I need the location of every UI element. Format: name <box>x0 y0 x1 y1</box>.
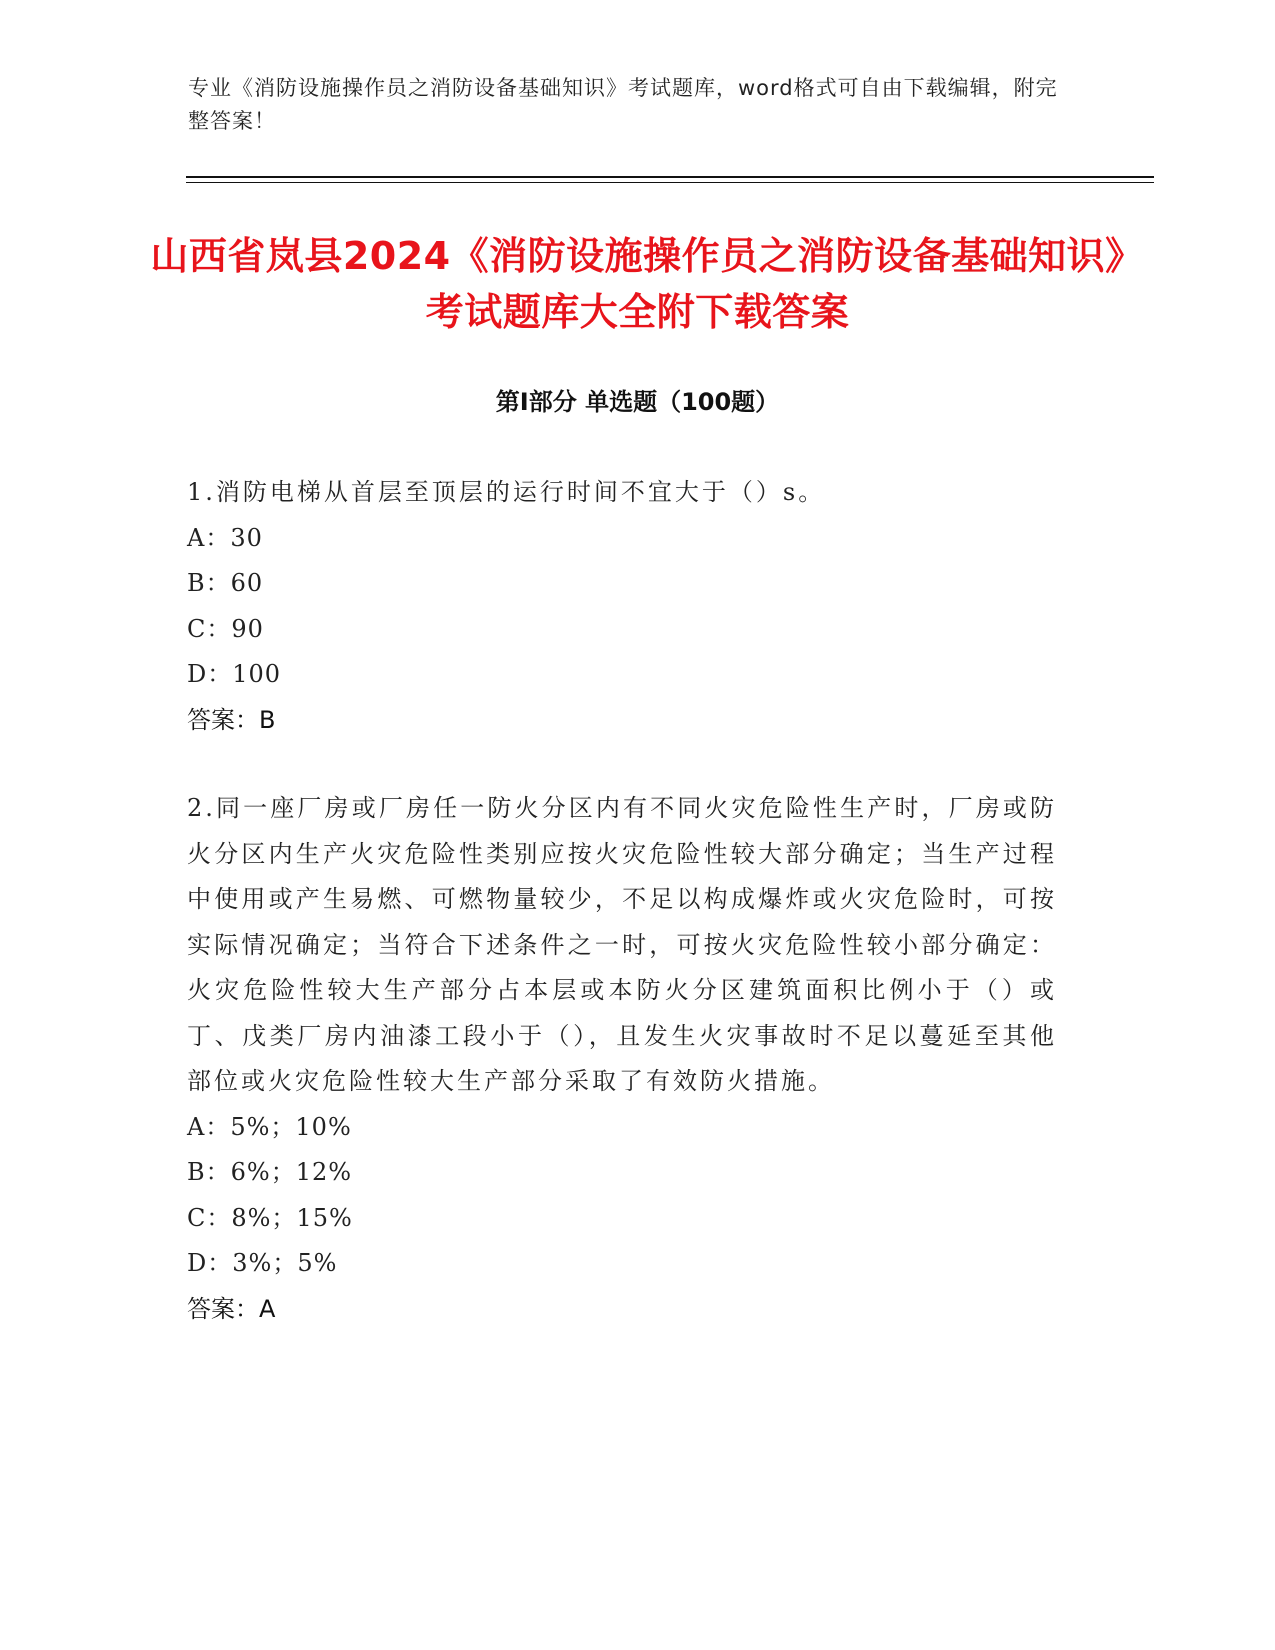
question-1 <box>187 470 1057 743</box>
question-stem: 2.同一座厂房或厂房任一防火分区内有不同火灾危险性生产时，厂房或防火分区内生产火灾危险性类别应按火灾危险性较大部分确定；当生产过程中使用或产生易燃、可燃物量较少，不足以构成爆炸或火灾危险时，可按实际情况确定；当符合下述条件之一时，可按火灾危险性较小部分确定：火灾危险性较大生产部分占本层或本防火分区建筑面积比例小于（）或丁、戊类厂房内油漆工段小于（），且发生火灾事故时不足以蔓延至其他部位或火灾危险性较大生产部分采取了有效防火措施。 <box>187 794 1057 1095</box>
option-a: A：5%；10% <box>187 1112 352 1141</box>
header-divider-thick <box>186 176 1154 178</box>
answer: 答案：B <box>187 705 276 734</box>
header-divider-thin <box>186 182 1154 183</box>
option-b: B：60 <box>187 569 264 597</box>
section-title: 第Ⅰ部分 单选题（100题） <box>495 388 780 416</box>
document-title: 山西省岚县2024《消防设施操作员之消防设备基础知识》考试题库大全附下载答案 <box>150 234 1125 334</box>
question-2 <box>187 786 1057 1332</box>
question-stem: 1.消防电梯从首层至顶层的运行时间不宜大于（）s。 <box>187 478 826 506</box>
option-d: D：3%；5% <box>187 1249 338 1277</box>
option-a: A：30 <box>187 523 263 552</box>
answer: 答案：A <box>187 1294 276 1323</box>
option-d: D：100 <box>187 660 282 688</box>
option-b: B：6%；12% <box>187 1158 353 1186</box>
header-note: 专业《消防设施操作员之消防设备基础知识》考试题库，word格式可自由下载编辑，附完整答案！ <box>188 76 1058 133</box>
option-c: C：8%；15% <box>187 1203 353 1232</box>
option-c: C：90 <box>187 614 264 643</box>
